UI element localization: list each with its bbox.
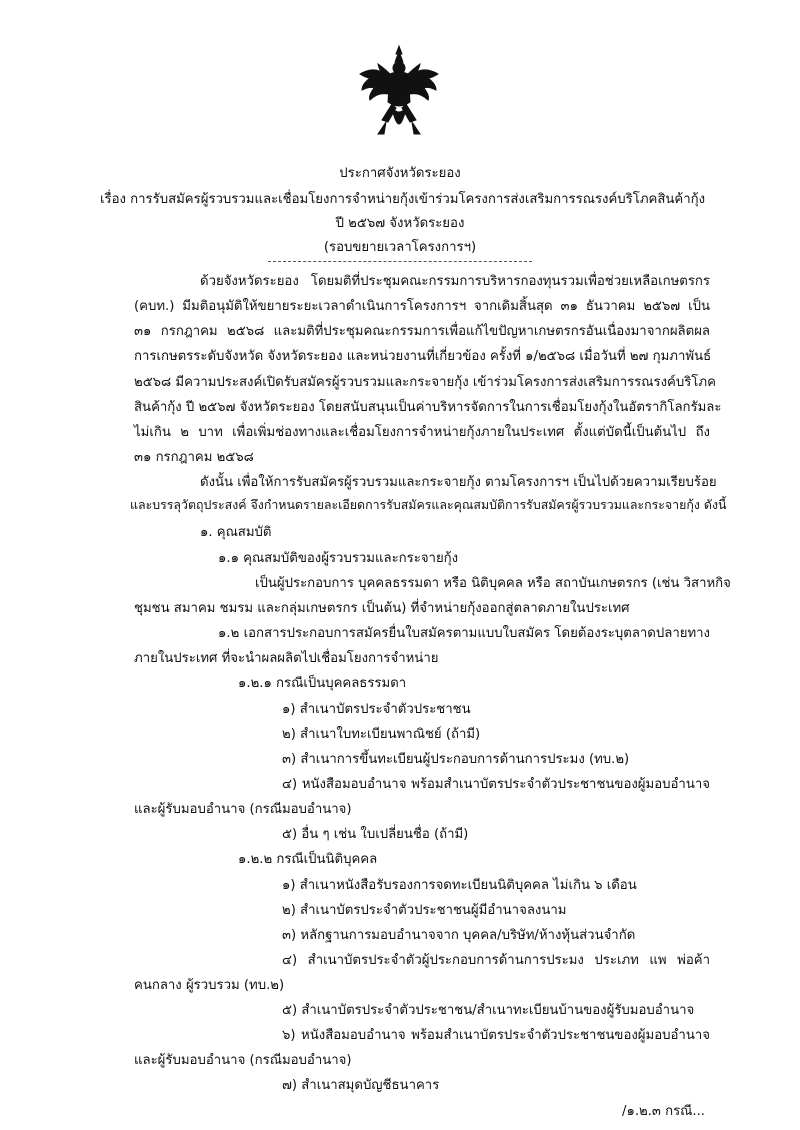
garuda-emblem-icon (356, 44, 442, 144)
list-item: ๕) อื่น ๆ เช่น ใบเปลี่ยนชื่อ (ถ้ามี) (282, 827, 469, 842)
para1-line: การเกษตรระดับจังหวัด จังหวัดระยอง และหน่วยงานที่เกี่ยวข้อง ครั้งที่ ๑/๒๕๖๘ เมื่อวันที่ ๒๗ กุมภาพันธ์ (134, 349, 712, 364)
para1-line: ๒๕๖๘ มีความประสงค์เปิดรับสมัครผู้รวบรวมและกระจายกุ้ง เข้าร่วมโครงการส่งเสริมการรณรงค์บริโภค (134, 375, 716, 390)
para1-line: ด้วยจังหวัดระยอง โดยมติที่ประชุมคณะกรรมการบริหารกองทุนรวมเพื่อช่วยเหลือเกษตรกร (200, 274, 710, 289)
list-item: และผู้รับมอบอำนาจ (กรณีมอบอำนาจ) (134, 1053, 352, 1068)
list-item: ๒) สำเนาใบทะเบียนพาณิชย์ (ถ้ามี) (282, 727, 481, 742)
section-1-1-heading: ๑.๑ คุณสมบัติของผู้รวบรวมและกระจายกุ้ง (218, 551, 459, 566)
section-1-2-text: ภายในประเทศ ที่จะนำผลผลิตไปเชื่อมโยงการจำหน่าย (134, 651, 439, 666)
list-item: ๒) สำเนาบัตรประจำตัวประชาชนผู้มีอำนาจลงนาม (282, 903, 567, 918)
list-item: ๔) หนังสือมอบอำนาจ พร้อมสำเนาบัตรประจำตัวประชาชนของผู้มอบอำนาจ (282, 777, 710, 792)
section-1-2-2-heading: ๑.๒.๒ กรณีเป็นนิติบุคคล (238, 852, 378, 867)
section-1-2-text: ๑.๒ เอกสารประกอบการสมัครยื่นใบสมัครตามแบบใบสมัคร โดยต้องระบุตลาดปลายทาง (218, 626, 710, 641)
para1-line: ๓๑ กรกฎาคม ๒๕๖๘ (134, 450, 254, 465)
subject-line-1: เรื่อง การรับสมัครผู้รวบรวมและเชื่อมโยงการจำหน่ายกุ้งเข้าร่วมโครงการส่งเสริมการรณรงค์บริโภคสินค้ากุ้ง (100, 192, 706, 207)
para2-line: ดังนั้น เพื่อให้การรับสมัครผู้รวบรวมและกระจายกุ้ง ตามโครงการฯ เป็นไปด้วยความเรียบร้อย (200, 475, 717, 490)
subject-line-2: ปี ๒๕๖๗ จังหวัดระยอง (335, 216, 465, 231)
section-1-heading: ๑. คุณสมบัติ (200, 525, 272, 540)
list-item: ๑) สำเนาหนังสือรับรองการจดทะเบียนนิติบุคคล ไม่เกิน ๖ เดือน (282, 878, 637, 893)
list-item: และผู้รับมอบอำนาจ (กรณีมอบอำนาจ) (134, 802, 352, 817)
continuation-marker: /๑.๒.๓ กรณี... (622, 1104, 705, 1119)
para1-line: ๓๑ กรกฎาคม ๒๕๖๘ และมติที่ประชุมคณะกรรมการเพื่อแก้ไขปัญหาเกษตรกรอันเนื่องมาจากผลิตผล (134, 324, 710, 339)
section-1-1-text: เป็นผู้ประกอบการ บุคคลธรรมดา หรือ นิติบุคคล หรือ สถาบันเกษตรกร (เช่น วิสาหกิจ (255, 576, 731, 591)
para2-line: และบรรลุวัตถุประสงค์ จึงกำหนดรายละเอียดการรับสมัครและคุณสมบัติการรับสมัครผู้รวบรวมและกระจายกุ้ง ดังนี้ (130, 497, 727, 512)
para1-line: สินค้ากุ้ง ปี ๒๕๖๗ จังหวัดระยอง โดยสนับสนุนเป็นค่าบริหารจัดการในการเชื่อมโยงกุ้งในอัตรากิโลกรัมละ (134, 400, 722, 415)
title-divider (268, 261, 532, 262)
list-item: ๔) สำเนาบัตรประจำตัวผู้ประกอบการด้านการประมง ประเภท แพ พ่อค้า (282, 953, 710, 968)
section-1-2-1-heading: ๑.๒.๑ กรณีเป็นบุคคลธรรมดา (238, 676, 407, 691)
para1-line: ไม่เกิน ๒ บาท เพื่อเพิ่มช่องทางและเชื่อมโยงการจำหน่ายกุ้งภายในประเทศ ตั้งแต่บัดนี้เป็นต้นไป ถึง (134, 425, 710, 440)
list-item: ๕) สำเนาบัตรประจำตัวประชาชน/สำเนาทะเบียนบ้านของผู้รับมอบอำนาจ (282, 1003, 695, 1018)
list-item: คนกลาง ผู้รวบรวม (ทบ.๒) (134, 978, 285, 993)
para1-line: (คบท.) มีมติอนุมัติให้ขยายระยะเวลาดำเนินการโครงการฯ จากเดิมสิ้นสุด ๓๑ ธันวาคม ๒๕๖๗ เป็น (134, 299, 710, 314)
section-1-1-text: ชุมชน สมาคม ชมรม และกลุ่มเกษตรกร เป็นต้น) ที่จำหน่ายกุ้งออกสู่ตลาดภายในประเทศ (134, 601, 630, 616)
list-item: ๑) สำเนาบัตรประจำตัวประชาชน (282, 702, 471, 717)
list-item: ๖) หนังสือมอบอำนาจ พร้อมสำเนาบัตรประจำตัวประชาชนของผู้มอบอำนาจ (282, 1028, 710, 1043)
list-item: ๓) สำเนาการขึ้นทะเบียนผู้ประกอบการด้านการประมง (ทบ.๒) (282, 752, 630, 767)
list-item: ๗) สำเนาสมุดบัญชีธนาคาร (282, 1078, 440, 1093)
page-title: ประกาศจังหวัดระยอง (339, 166, 461, 181)
list-item: ๓) หลักฐานการมอบอำนาจจาก บุคคล/บริษัท/ห้างหุ้นส่วนจำกัด (282, 928, 636, 943)
subject-line-3: (รอบขยายเวลาโครงการฯ) (323, 240, 477, 255)
